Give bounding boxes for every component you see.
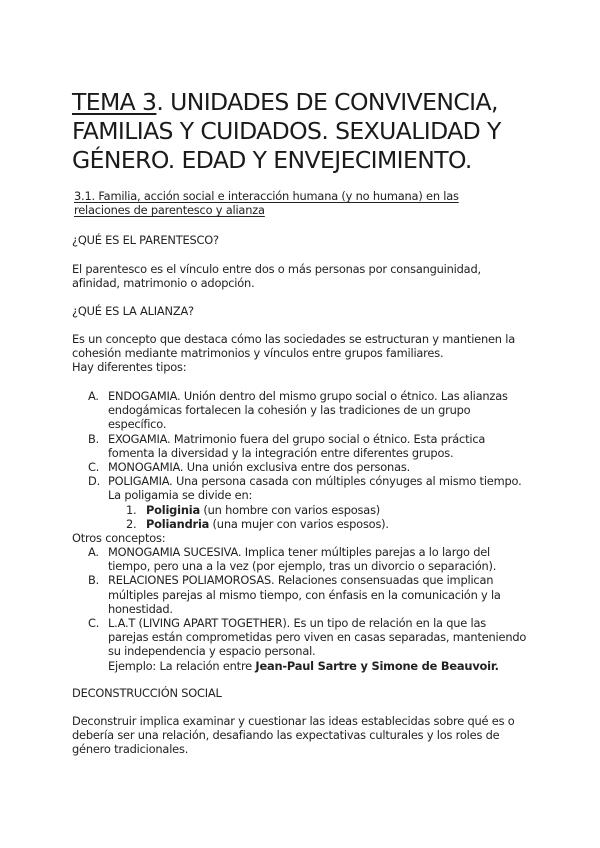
list-marker: D. [88,474,100,489]
list-item-text: EXOGAMIA. Matrimonio fuera del grupo social o étnico. Esta práctica fomenta la diversidad y la integración entre diferentes grupos. [108,431,486,460]
otros-intro: Otros conceptos: [72,531,166,545]
list-item-text: MONOGAMIA SUCESIVA. Implica tener múltiples parejas a lo largo del tiempo, pero una a la vez (por ejemplo, tras un divorcio o separación). [108,545,497,574]
example-label: Ejemplo: La relación entre [108,658,256,673]
list-item [88,616,528,659]
title-topic-number: TEMA 3 [72,88,157,116]
list-item [126,503,446,517]
list-item [88,573,528,616]
list-marker: B. [88,431,100,446]
list-marker: B. [88,573,100,588]
poligamia-sublist [126,503,446,532]
list-marker: C. [88,616,100,631]
example-names: Jean-Paul Sartre y Simone de Beauvoir. [255,658,499,673]
list-item-text: (un hombre con varios esposas) [199,503,381,517]
alianza-text: Es un concepto que destaca cómo las sociedades se estructuran y mantienen la cohesión mediante matrimonios y vínculos entre grupos familiares. [72,332,515,361]
alianza-types-list [88,389,528,503]
list-item-text: RELACIONES POLIAMOROSAS. Relaciones consensuadas que implican múltiples parejas al mismo tiempo, con énfasis en la comunicación y la honestidad. [108,573,501,616]
list-item [88,474,528,503]
list-item [126,517,446,532]
alianza-intro: Hay diferentes tipos: [72,360,187,374]
example-line [108,659,528,673]
parentesco-heading: ¿QUÉ ES EL PARENTESCO? [72,233,219,247]
list-item-text: POLIGAMIA. Una persona casada con múltiples cónyuges al mismo tiempo. La poligamia se divide en: [108,474,522,503]
list-item [88,460,528,475]
list-marker: 1. [126,503,137,517]
list-item [88,545,528,574]
page-title [72,88,542,175]
list-item [88,431,528,460]
list-item-term: Poliginia [146,503,200,517]
list-marker: 2. [126,517,137,532]
section-subtitle: 3.1. Familia, acción social e interacción humana (y no humana) en las relaciones de parentesco y alianza [74,189,459,218]
list-item-text: MONOGAMIA. Una unión exclusiva entre dos personas. [108,460,411,475]
otros-list [88,545,528,673]
list-item-term: Poliandria [146,517,210,532]
deconstruccion-heading: DECONSTRUCCIÓN SOCIAL [72,686,222,700]
list-marker: A. [88,389,99,403]
parentesco-text: El parentesco es el vínculo entre dos o más personas por consanguinidad, afinidad, matrimonio o adopción. [72,262,481,291]
deconstruccion-text: Deconstruir implica examinar y cuestionar las ideas establecidas sobre qué es o debería ser una relación, desafiando las expectativas culturales y los roles de género tradicionales. [72,714,515,757]
list-item-text: L.A.T (LIVING APART TOGETHER). Es un tipo de relación en la que las parejas están comprometidas pero viven en casas separadas, manteniendo su independencia y espacio personal. [108,616,527,659]
alianza-heading: ¿QUÉ ES LA ALIANZA? [72,304,194,318]
list-item-text: (una mujer con varios esposos). [209,517,389,532]
list-item-text: ENDOGAMIA. Unión dentro del mismo grupo social o étnico. Las alianzas endogámicas fortalecen la cohesión y las tradiciones de un grupo específico. [108,389,508,432]
list-marker: A. [88,545,99,559]
list-marker: C. [88,460,100,475]
list-item [88,389,528,432]
title-text: . UNIDADES DE CONVIVENCIA, FAMILIAS Y CUIDADOS. SEXUALIDAD Y GÉNERO. EDAD Y ENVEJECIMIENTO. [72,88,501,174]
